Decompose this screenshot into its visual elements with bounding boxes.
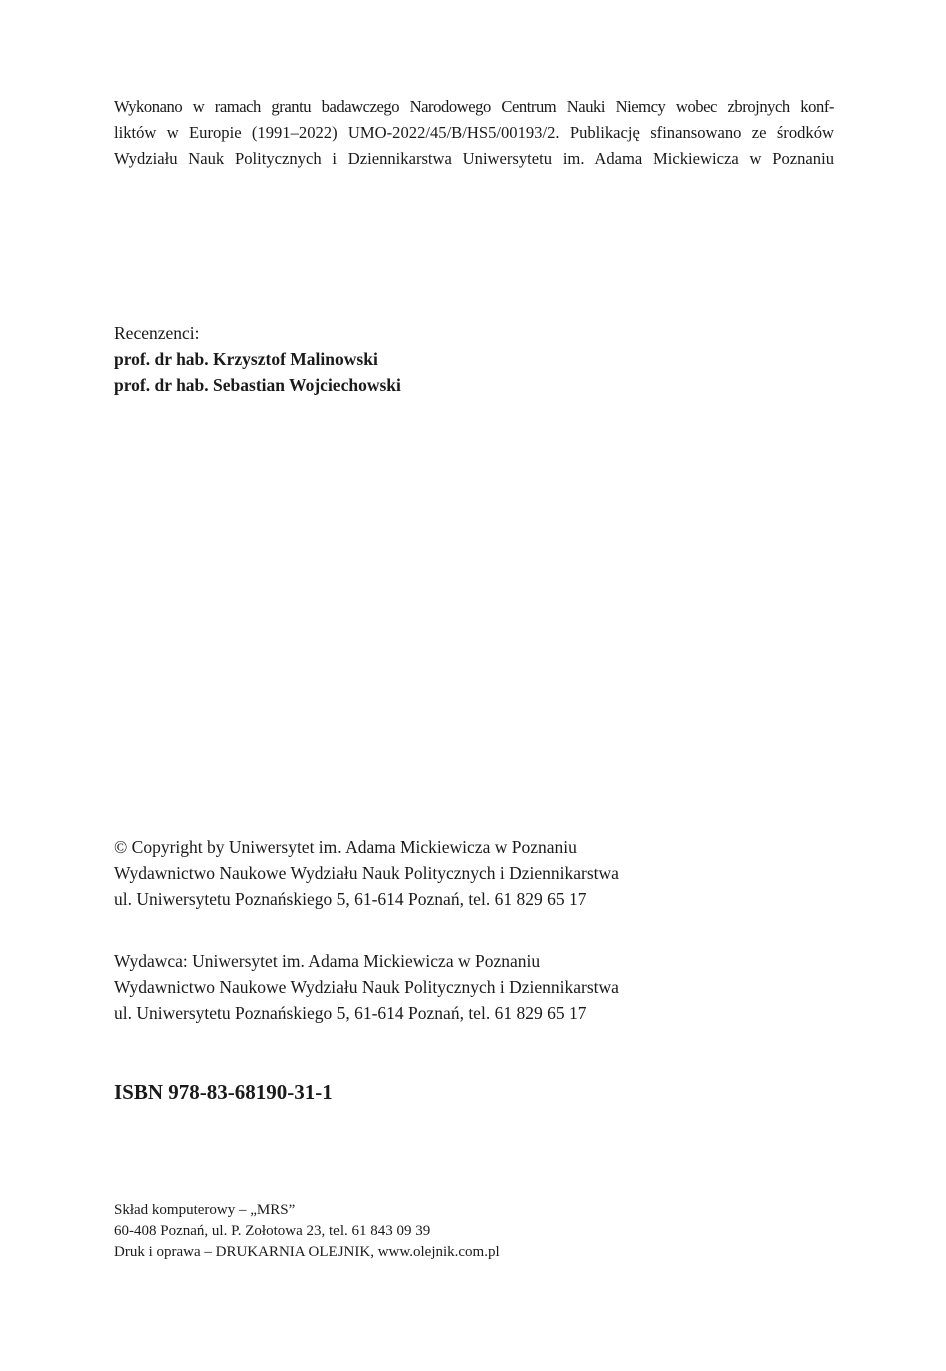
publisher-line: Wydawca: Uniwersytet im. Adama Mickiewicza w Poznaniu [114, 951, 541, 971]
print-house-line: Druk i oprawa – DRUKARNIA OLEJNIK, www.olejnik.com.pl [114, 1244, 500, 1260]
reviewer-name: prof. dr hab. Sebastian Wojciechowski [114, 375, 401, 395]
grant-note-line: Wydziału Nauk Politycznych i Dziennikarstwa Uniwersytetu im. Adama Mickiewicza w Poznaniu [114, 149, 834, 168]
reviewer-name: prof. dr hab. Krzysztof Malinowski [114, 349, 378, 369]
grant-note-line: Wykonano w ramach grantu badawczego Narodowego Centrum Nauki Niemcy wobec zbrojnych konf- [114, 97, 834, 116]
publisher-section [114, 948, 834, 1026]
typesetting-line: Skład komputerowy – „MRS” [114, 1202, 296, 1218]
reviewers-heading: Recenzenci: [114, 323, 200, 343]
typesetting-address: 60-408 Poznań, ul. P. Zołotowa 23, tel. 61 843 09 39 [114, 1223, 431, 1239]
publisher-address: ul. Uniwersytetu Poznańskiego 5, 61-614 Poznań, tel. 61 829 65 17 [114, 1003, 587, 1023]
copyright-line: Wydawnictwo Naukowe Wydziału Nauk Politycznych i Dziennikarstwa [114, 863, 619, 883]
copyright-section [114, 834, 834, 912]
isbn: ISBN 978-83-68190-31-1 [114, 1080, 333, 1104]
printing-info [114, 1200, 834, 1263]
publisher-line: Wydawnictwo Naukowe Wydziału Nauk Politycznych i Dziennikarstwa [114, 977, 619, 997]
copyright-address: ul. Uniwersytetu Poznańskiego 5, 61-614 Poznań, tel. 61 829 65 17 [114, 889, 587, 909]
grant-note [114, 94, 834, 172]
copyright-line: © Copyright by Uniwersytet im. Adama Mickiewicza w Poznaniu [114, 837, 577, 857]
grant-note-line: liktów w Europie (1991–2022) UMO-2022/45/B/HS5/00193/2. Publikację sfinansowano ze środków [114, 123, 834, 142]
reviewers-section [114, 320, 834, 398]
